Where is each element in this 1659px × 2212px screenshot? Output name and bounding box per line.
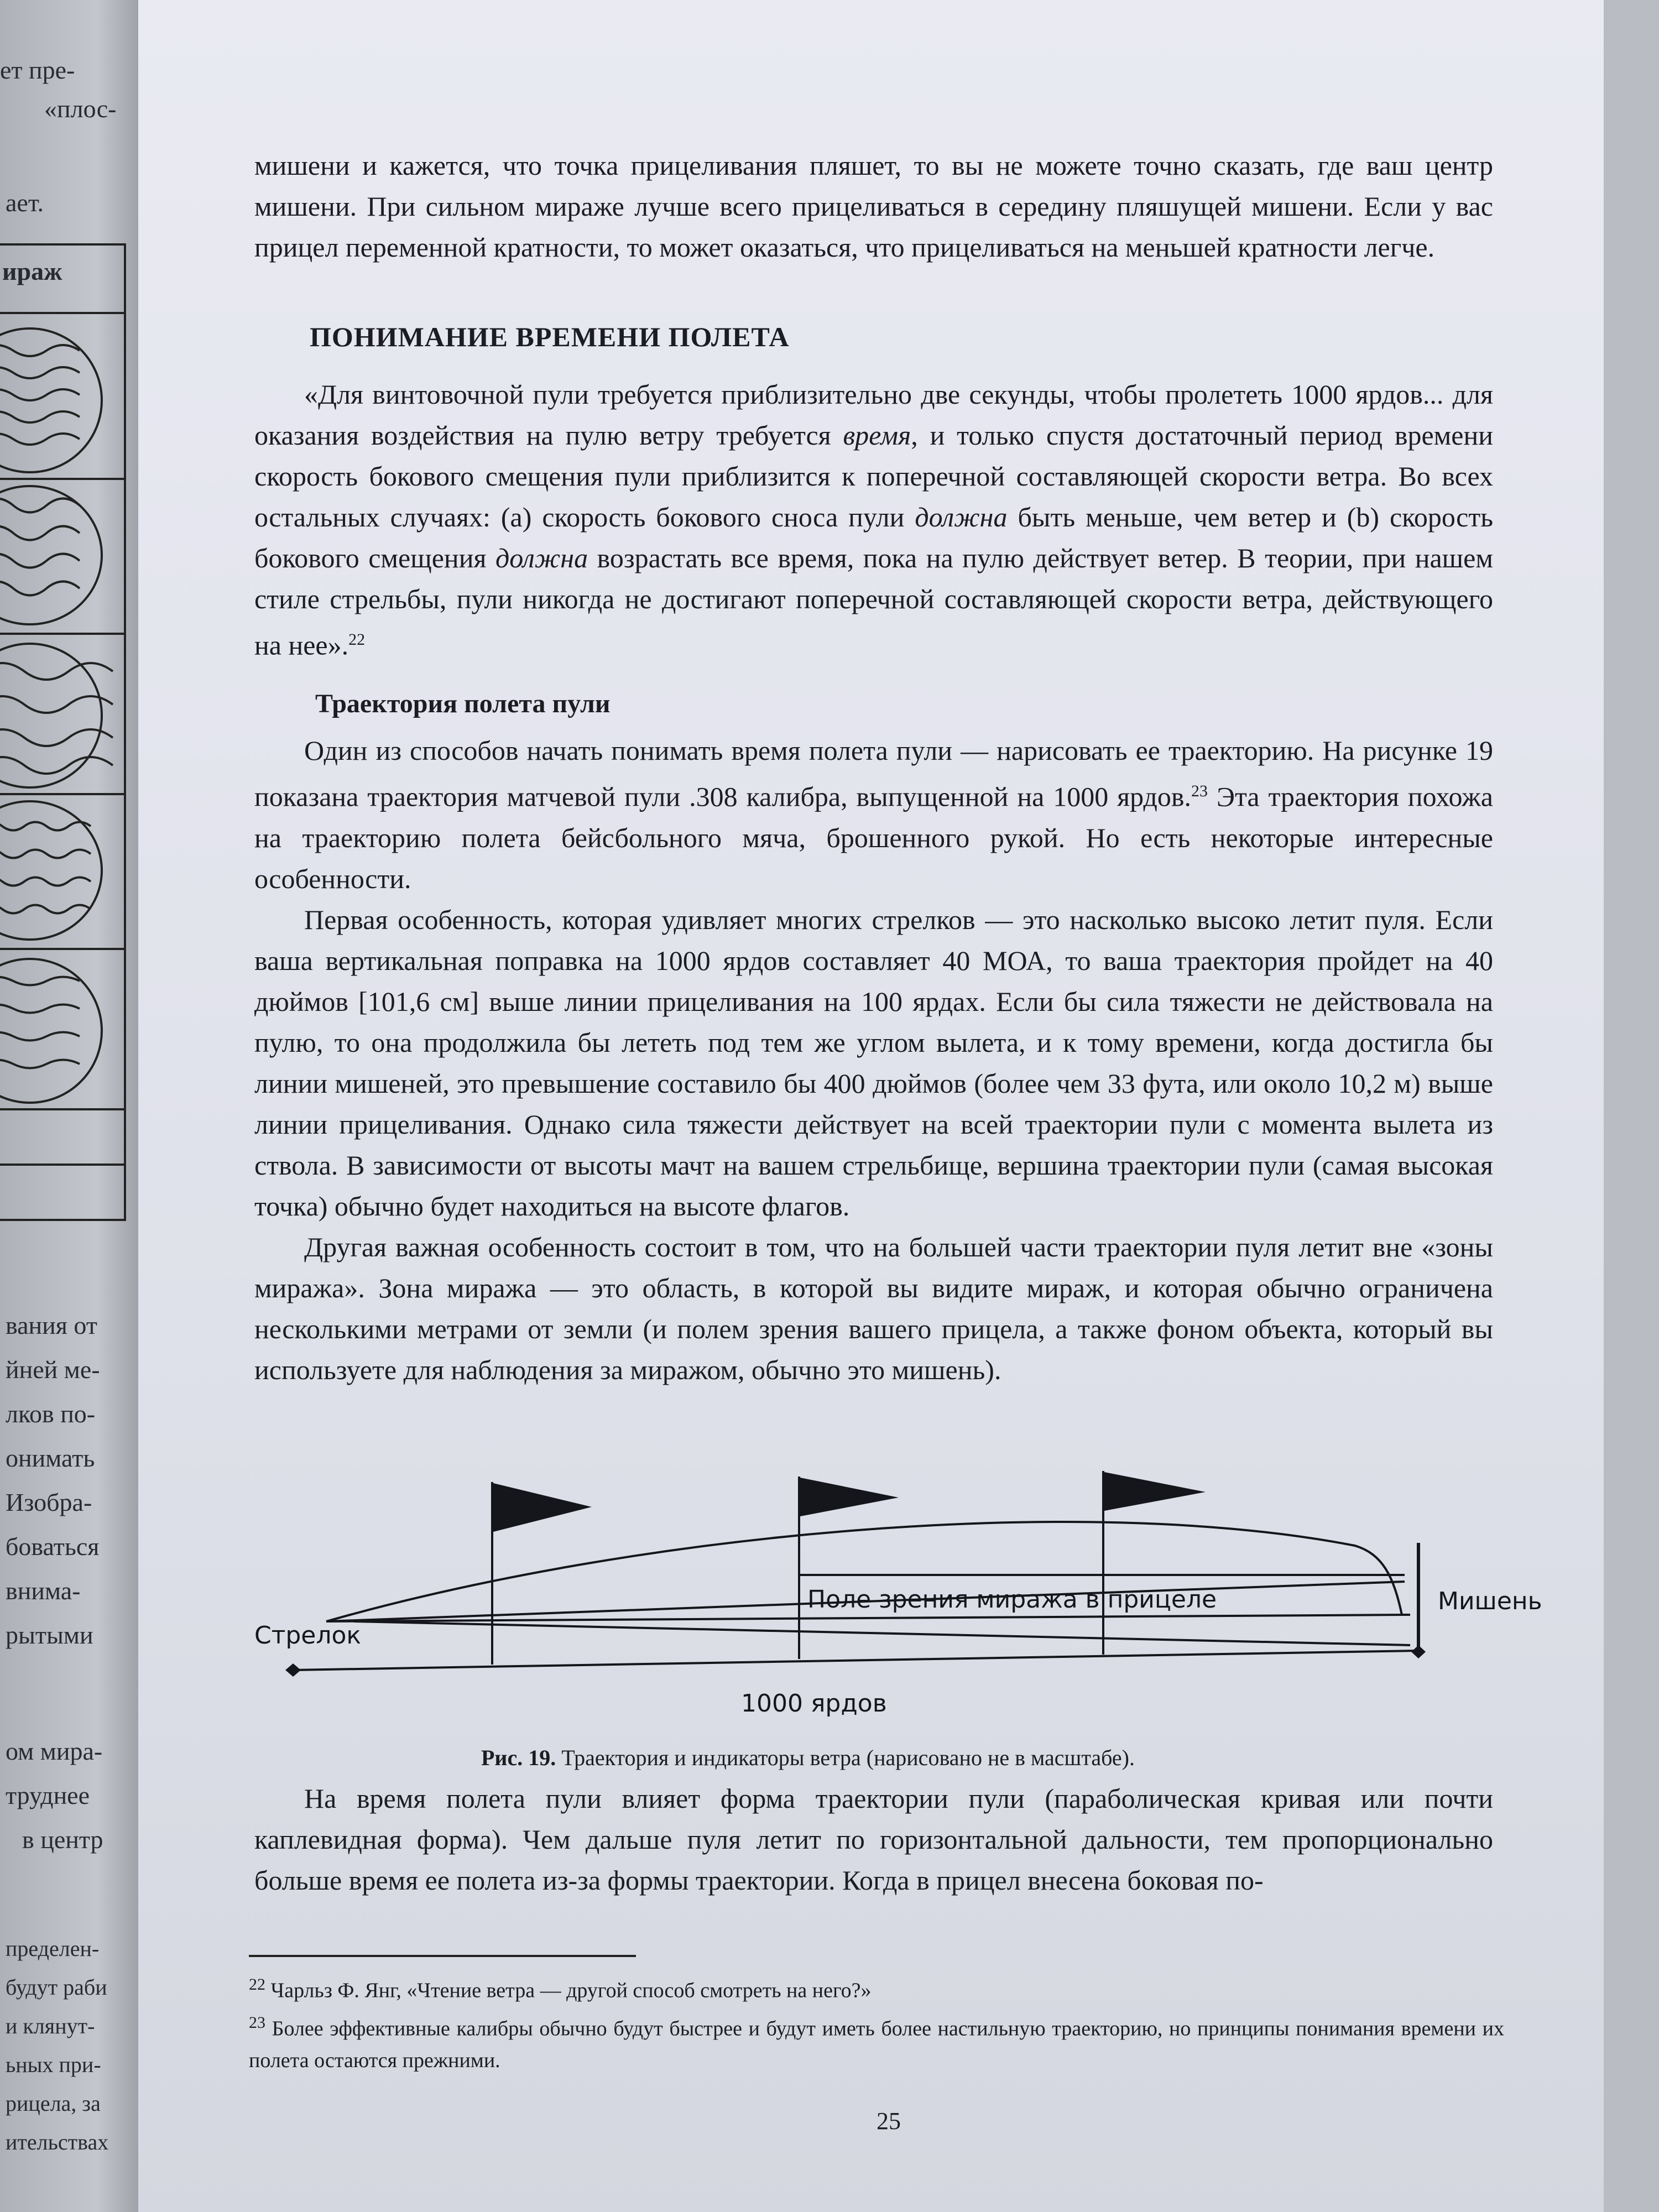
left-fragment: пределен- (6, 1936, 100, 1961)
target-label: Мишень (1438, 1587, 1542, 1615)
shooter-marker-icon (285, 1663, 301, 1677)
flag-icon (493, 1483, 592, 1532)
flag-icon (1104, 1472, 1206, 1511)
left-fragment: ираж (2, 257, 62, 285)
footnote-22: $^{22}$ Чарльз Ф. Янг, «Чтение ветра — другой способ смотреть на него?» (249, 1975, 872, 2002)
subsection-heading: Траектория полета пули (315, 689, 611, 718)
left-mirage-table (0, 243, 126, 1221)
ground-line (293, 1651, 1416, 1670)
left-fragment: в центр (22, 1825, 103, 1854)
left-fragment: вания от (6, 1311, 97, 1339)
target-marker-icon (1411, 1645, 1426, 1658)
paragraph-2: Первая особенность, которая удивляет многих стрелков — это насколько высоко летит пуля. Если ваша вертикальная поправка на 1000 ярдов составляет 40 МОА, то ваша траектория пройдет на 40 дюймов [101,6 см] выше линии прицеливания на 100 ярдах. Если бы сила тяжести не действовала на пулю, то она продолжила бы лететь под тем же углом вылета, и к тому времени, когда достигла бы линии мишеней, это превышение составило бы 400 дюймов (более чем 33 фута, или около 10,2 м) выше линии прицеливания. Однако сила тяжести действует на всей траектории пули с момента вылета из ствола. В зависимости от высоты мачт на вашем стрельбище, вершина траектории пули (самая высокая точка) обычно будет находиться на высоте флагов. (254, 904, 1493, 1222)
paragraph-4: На время полета пули влияет форма траектории пули (параболическая кривая или почти каплевидная форма). Чем дальше пуля летит по горизонтальной дальности, тем пропорционально больше время ее полета из-за формы траектории. Когда в прицел внесена боковая по- (254, 1783, 1493, 1896)
left-fragment: труднее (6, 1781, 90, 1809)
footnotes (249, 1969, 1504, 2077)
paragraph-1: Один из способов начать понимать время полета пули — нарисовать ее траекторию. На рисунке 19 показана траектория матчевой пули .308 калибра, выпущенной на 1000 ярдов.$^{23}$ Эта траектория похожа на траекторию полета бейсбольного мяча, брошенного рукой. Но есть некоторые интересные особенности. (254, 735, 1493, 894)
quote-paragraph: «Для винтовочной пули требуется приблизительно две секунды, чтобы пролететь 1000 ярдов... для оказания воздействия на пулю ветру требуется время, и только спустя достаточный период времени скорость бокового смещения пули приблизится к поперечной составляющей скорости ветра. Во всех остальных случаях: (а) скорость бокового сноса пули должна быть меньше, чем ветер и (b) скорость бокового смещения должна возрастать все время, пока на пулю действует ветер. В теории, при нашем стиле стрельбы, пули никогда не достигают поперечной составляющей скорости ветра, действующего на нее».$^{22}$ (254, 379, 1494, 661)
left-fragment: и клянут- (6, 2013, 95, 2038)
adjacent-page (0, 0, 138, 2212)
left-fragment: боваться (6, 1532, 100, 1561)
left-fragment: ет пре- (0, 56, 75, 84)
mirage-pattern-icon (0, 317, 124, 1180)
footnote-divider (249, 1955, 636, 1957)
left-fragment: лков по- (6, 1400, 96, 1428)
trajectory-figure (254, 1449, 1542, 1736)
left-fragment: онимать (6, 1444, 95, 1472)
page-number: 25 (877, 2107, 901, 2135)
intro-paragraph: мишени и кажется, что точка прицеливания пляшет, то вы не можете точно сказать, где ваш центр мишени. При сильном мираже лучше всего прицеливаться в середину пляшущей мишени. Если у вас прицел переменной кратности, то может оказаться, что прицеливаться на меньшей кратности легче. (254, 150, 1493, 263)
left-fragment: Изобра- (6, 1488, 92, 1516)
sight-line-lower (354, 1621, 1410, 1645)
left-fragment: ительствах (6, 2130, 109, 2154)
left-fragment: рицела, за (6, 2091, 101, 2116)
left-fragment: «плос- (44, 95, 117, 123)
book-page (138, 0, 1604, 2212)
body-text (254, 730, 1493, 1390)
left-fragment: йней ме- (6, 1355, 100, 1384)
paragraph-3: Другая важная особенность состоит в том, что на большей части траектории пуля летит вне «зоны миража». Зона миража — это область, в которой вы видите мираж, и которая обычно ограничена несколькими метрами от земли (и полем зрения вашего прицела, а также фоном объекта, который вы используете для наблюдения за миражом, обычно это мишень). (254, 1231, 1493, 1385)
footnote-ref: 23 (1191, 782, 1208, 800)
footnote-ref: 22 (348, 630, 366, 649)
left-fragment: ом мира- (6, 1737, 103, 1765)
mirage-label: Поле зрения миража в прицеле (807, 1585, 1217, 1614)
distance-label: 1000 ярдов (741, 1689, 887, 1718)
left-fragment: ьных при- (6, 2052, 101, 2077)
section-heading: ПОНИМАНИЕ ВРЕМЕНИ ПОЛЕТА (310, 321, 790, 352)
left-fragment: ает. (6, 189, 44, 217)
shooter-label: Стрелок (254, 1621, 361, 1650)
flag-icon (800, 1478, 899, 1516)
left-fragment: рытыми (6, 1621, 93, 1649)
left-fragment: внима- (6, 1577, 81, 1605)
figure-caption: Рис. 19. Траектория и индикаторы ветра (нарисовано не в масштабе). (481, 1745, 1135, 1770)
footnote-23: $^{23}$ Более эффективные калибры обычно будут быстрее и будут иметь более настильную траекторию, но принципы понимания времени их полета остаются прежними. (249, 2013, 1504, 2073)
left-fragment: будут раби (6, 1975, 107, 2000)
